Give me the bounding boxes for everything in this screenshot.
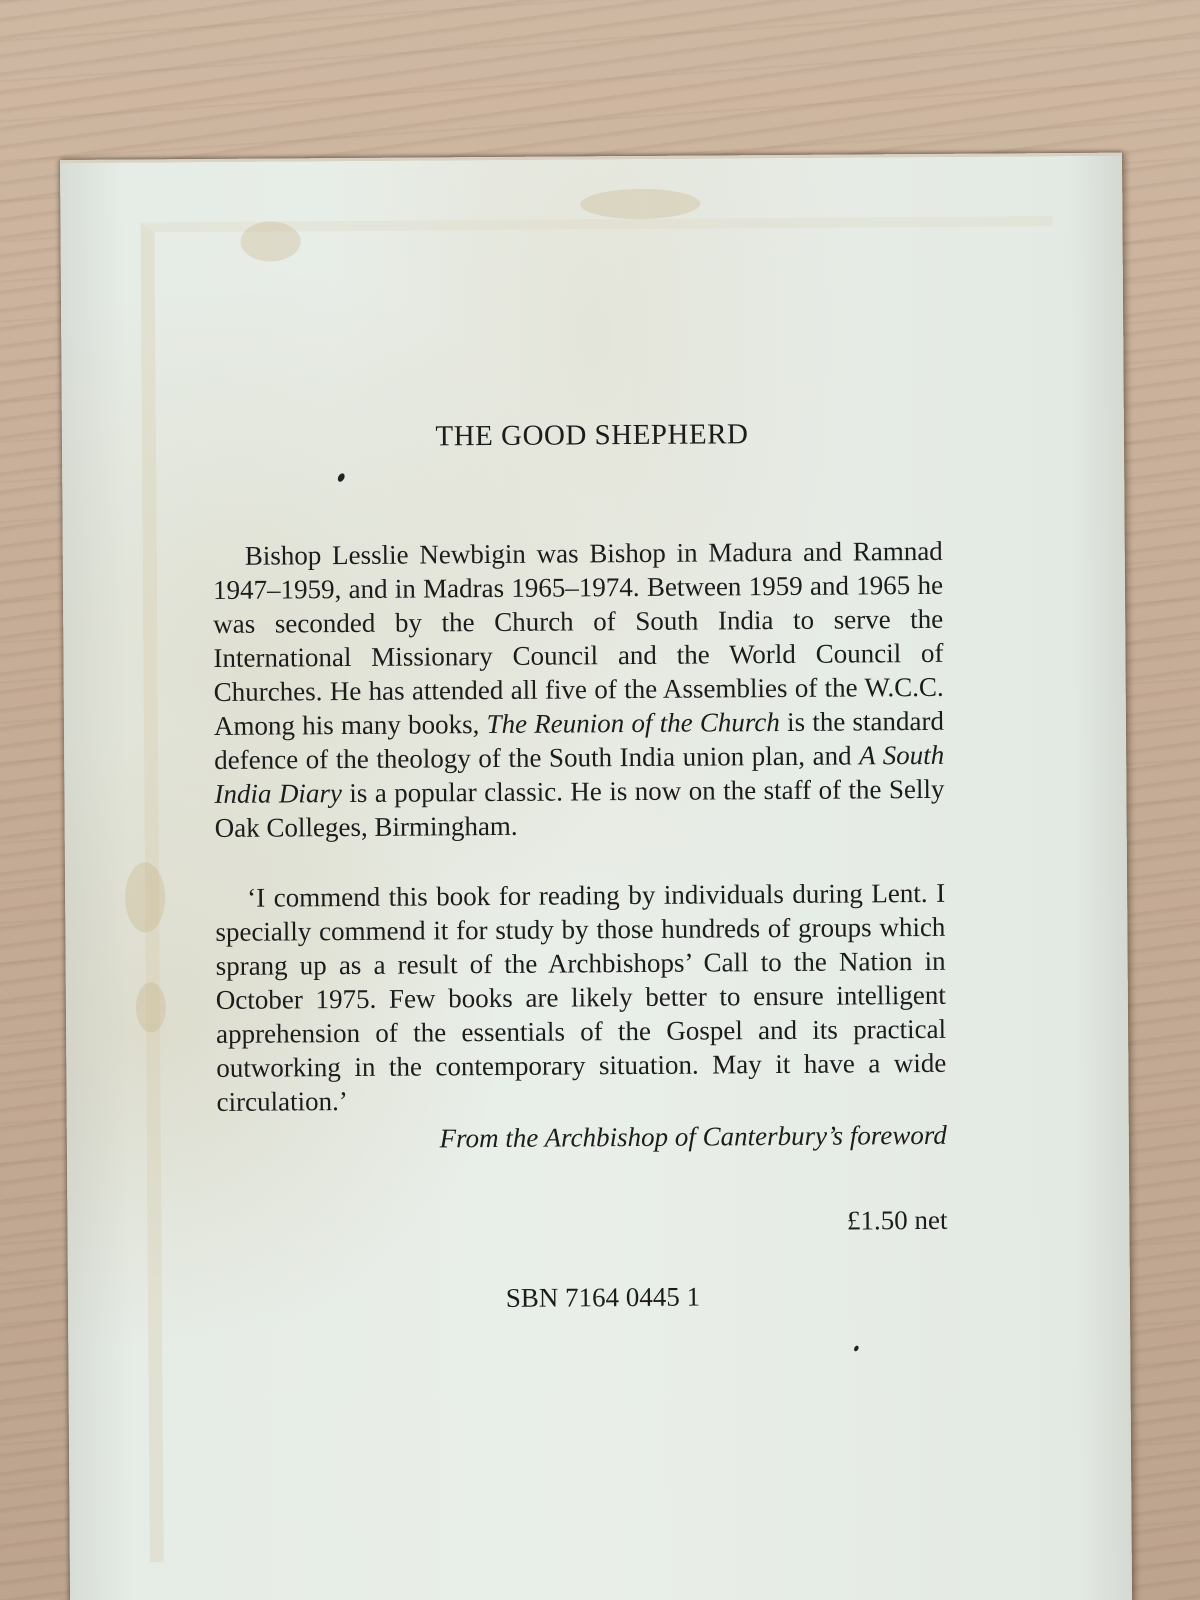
paper-stain: [580, 189, 700, 220]
book-title: THE GOOD SHEPHERD: [435, 418, 749, 453]
bio-text: is a popular classic. He is now on the staff of the Selly Oak Colleges, Birmingham.: [214, 773, 945, 843]
book-back-cover: [60, 153, 1132, 1600]
paper-stain: [240, 221, 300, 261]
foreword-quote: ‘I commend this book for reading by individuals during Lent. I specially commend it for study by those hundreds of groups which sprang up as a result of the Archbishops’ Call to the Nation in October 1975. Few books are likely better to ensure intelligent apprehension of the essentials of the Gospel and its practical outworking in the contemporary situation. May it have a wide circulation.’: [215, 877, 947, 1117]
quote-attribution: From the Archbishop of Canterbury’s foreword: [439, 1119, 947, 1154]
book-title-diary: A South India Diary: [214, 739, 945, 809]
book-title-reunion: The Reunion of the Church: [486, 706, 780, 740]
bio-text: is the standard defence of the theology of the South India union plan, and: [214, 705, 945, 775]
price-label: £1.50 net: [846, 1204, 948, 1236]
ink-speck: [853, 1345, 859, 1352]
cover-text: [212, 417, 948, 1316]
author-bio: [213, 534, 945, 845]
paper-stain: [136, 982, 166, 1032]
paper-stain: [125, 862, 165, 932]
bio-text: Bishop Lesslie Newbigin was Bishop in Madura and Ramnad 1947–1959, and in Madras 1965–1974. Between 1959 and 1965 he was seconded by the Church of South India to serve the International Missionary Council and the World Council of Churches. He has attended all five of the Assemblies of the W.C.C. Among his many books,: [212, 535, 944, 741]
isbn-label: SBN 7164 0445 1: [505, 1281, 701, 1313]
